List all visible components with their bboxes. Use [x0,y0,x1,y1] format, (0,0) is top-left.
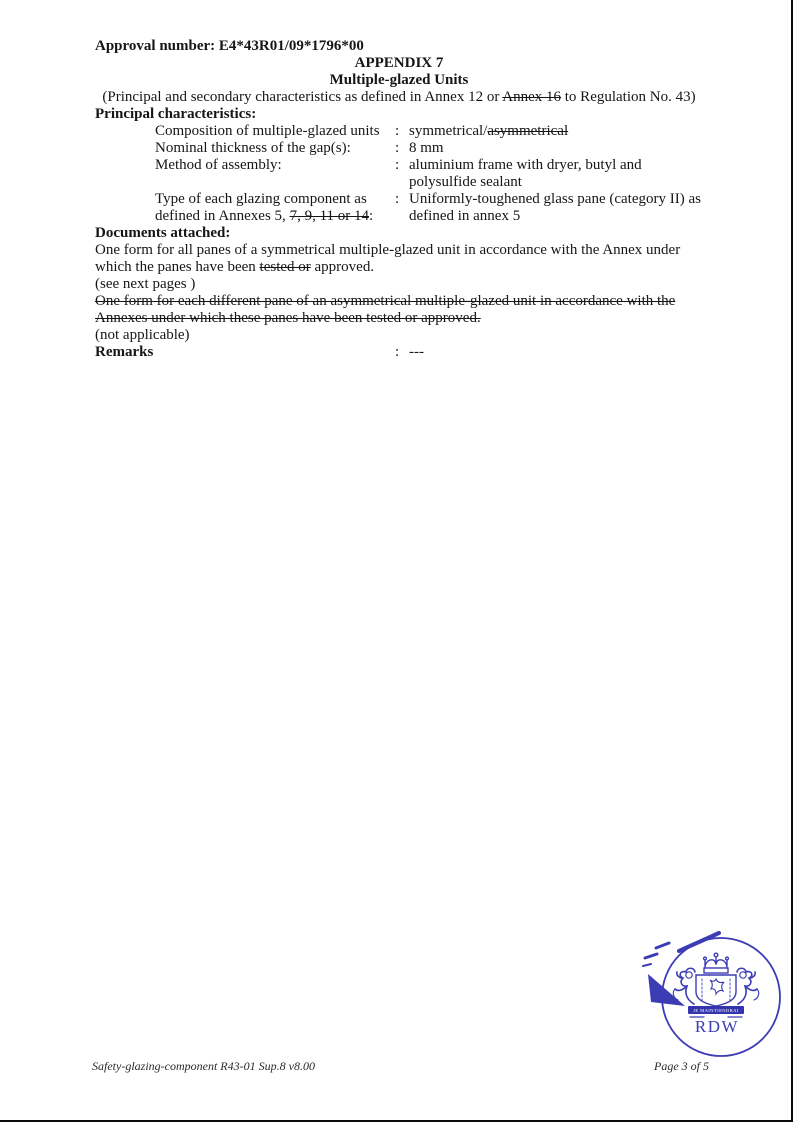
row-label [155,123,395,140]
para1-struck: tested or [259,259,311,275]
characteristic-row-composition [95,123,703,140]
row-value-text: symmetrical/ [409,123,488,139]
approval-number-line [95,38,703,55]
row-value-text: aluminium frame with dryer, butyl and polysulfide sealant [409,157,642,190]
intro-pre: (Principal and secondary characteristics as defined in Annex 12 or [102,89,503,105]
see-next-pages-note: (see next pages ) [95,276,196,292]
row-colon: : [395,191,400,207]
shield-icon [696,975,736,1006]
signature-stroke [645,954,657,958]
rdw-stamp [642,926,793,1068]
intro-line [95,89,703,106]
motto-text: JE MAINTIENDRAI [693,1008,739,1013]
rdw-text: RDW [694,1017,740,1036]
characteristic-row-assembly [95,157,703,191]
row-label-text: Method of assembly: [155,157,282,173]
characteristic-row-gap-thickness [95,140,703,157]
remarks-colon: : [395,344,400,360]
signature-stroke [643,964,651,966]
appendix-title: APPENDIX 7 [354,55,444,71]
approval-number: E4*43R01/09*1796*00 [218,38,364,54]
row-label-text: Composition of multiple-glazed units [155,123,380,139]
row-colon: : [395,123,400,139]
characteristic-row-glazing-type [95,191,703,225]
documents-paragraph-asymmetrical [95,293,703,344]
page-footer [92,1058,709,1075]
footer-page-number: Page 3 of 5 [654,1059,709,1073]
remarks-value: --- [409,344,424,360]
crown-icon [704,953,729,973]
row-label-text: Type of each glazing component as defined in Annexes 5, [155,191,367,224]
footer-document-reference: Safety-glazing-component R43-01 Sup.8 v8.00 [92,1059,315,1073]
signature-stroke [656,943,669,948]
intro-struck: Annex 16 [502,89,562,105]
row-value [409,140,703,157]
documents-paragraph-symmetrical [95,242,703,293]
row-value-text: Uniformly-toughened glass pane (category II) as defined in annex 5 [409,191,701,224]
row-label-text: Nominal thickness of the gap(s): [155,140,351,156]
document-content [0,0,791,361]
not-applicable-note: (not applicable) [95,327,190,343]
row-colon: : [395,157,400,173]
row-label-post: : [369,208,374,224]
remarks-row [95,344,703,361]
principal-characteristics-heading: Principal characteristics: [95,106,257,122]
row-label [155,191,395,225]
row-value [409,191,703,225]
signature-stroke [679,933,719,951]
para1-pre: One form for all panes of a symmetrical multiple-glazed unit in accordance with the Annex under which the panes have been [95,242,681,275]
row-label-struck: 7, 9, 11 or 14 [289,208,370,224]
row-value [409,123,703,140]
remarks-label: Remarks [95,344,154,360]
para2-struck: One form for each different pane of an asymmetrical multiple-glazed unit in accordance with the Annexes under which these panes have been tested or approved. [95,293,676,326]
row-label [155,140,395,157]
row-value-text: 8 mm [409,140,444,156]
row-label [155,157,395,191]
documents-attached-heading: Documents attached: [95,225,231,241]
stamp-circle [662,938,780,1056]
approval-label: Approval number: [95,38,216,54]
lion-left-icon [673,968,695,1004]
row-value-struck: asymmetrical [487,123,569,139]
intro-post: to Regulation No. 43) [561,89,696,105]
para1-post: approved. [310,259,375,275]
row-value [409,157,703,191]
row-colon: : [395,140,400,156]
document-subtitle: Multiple-glazed Units [329,72,469,88]
lion-right-icon [737,968,759,1004]
